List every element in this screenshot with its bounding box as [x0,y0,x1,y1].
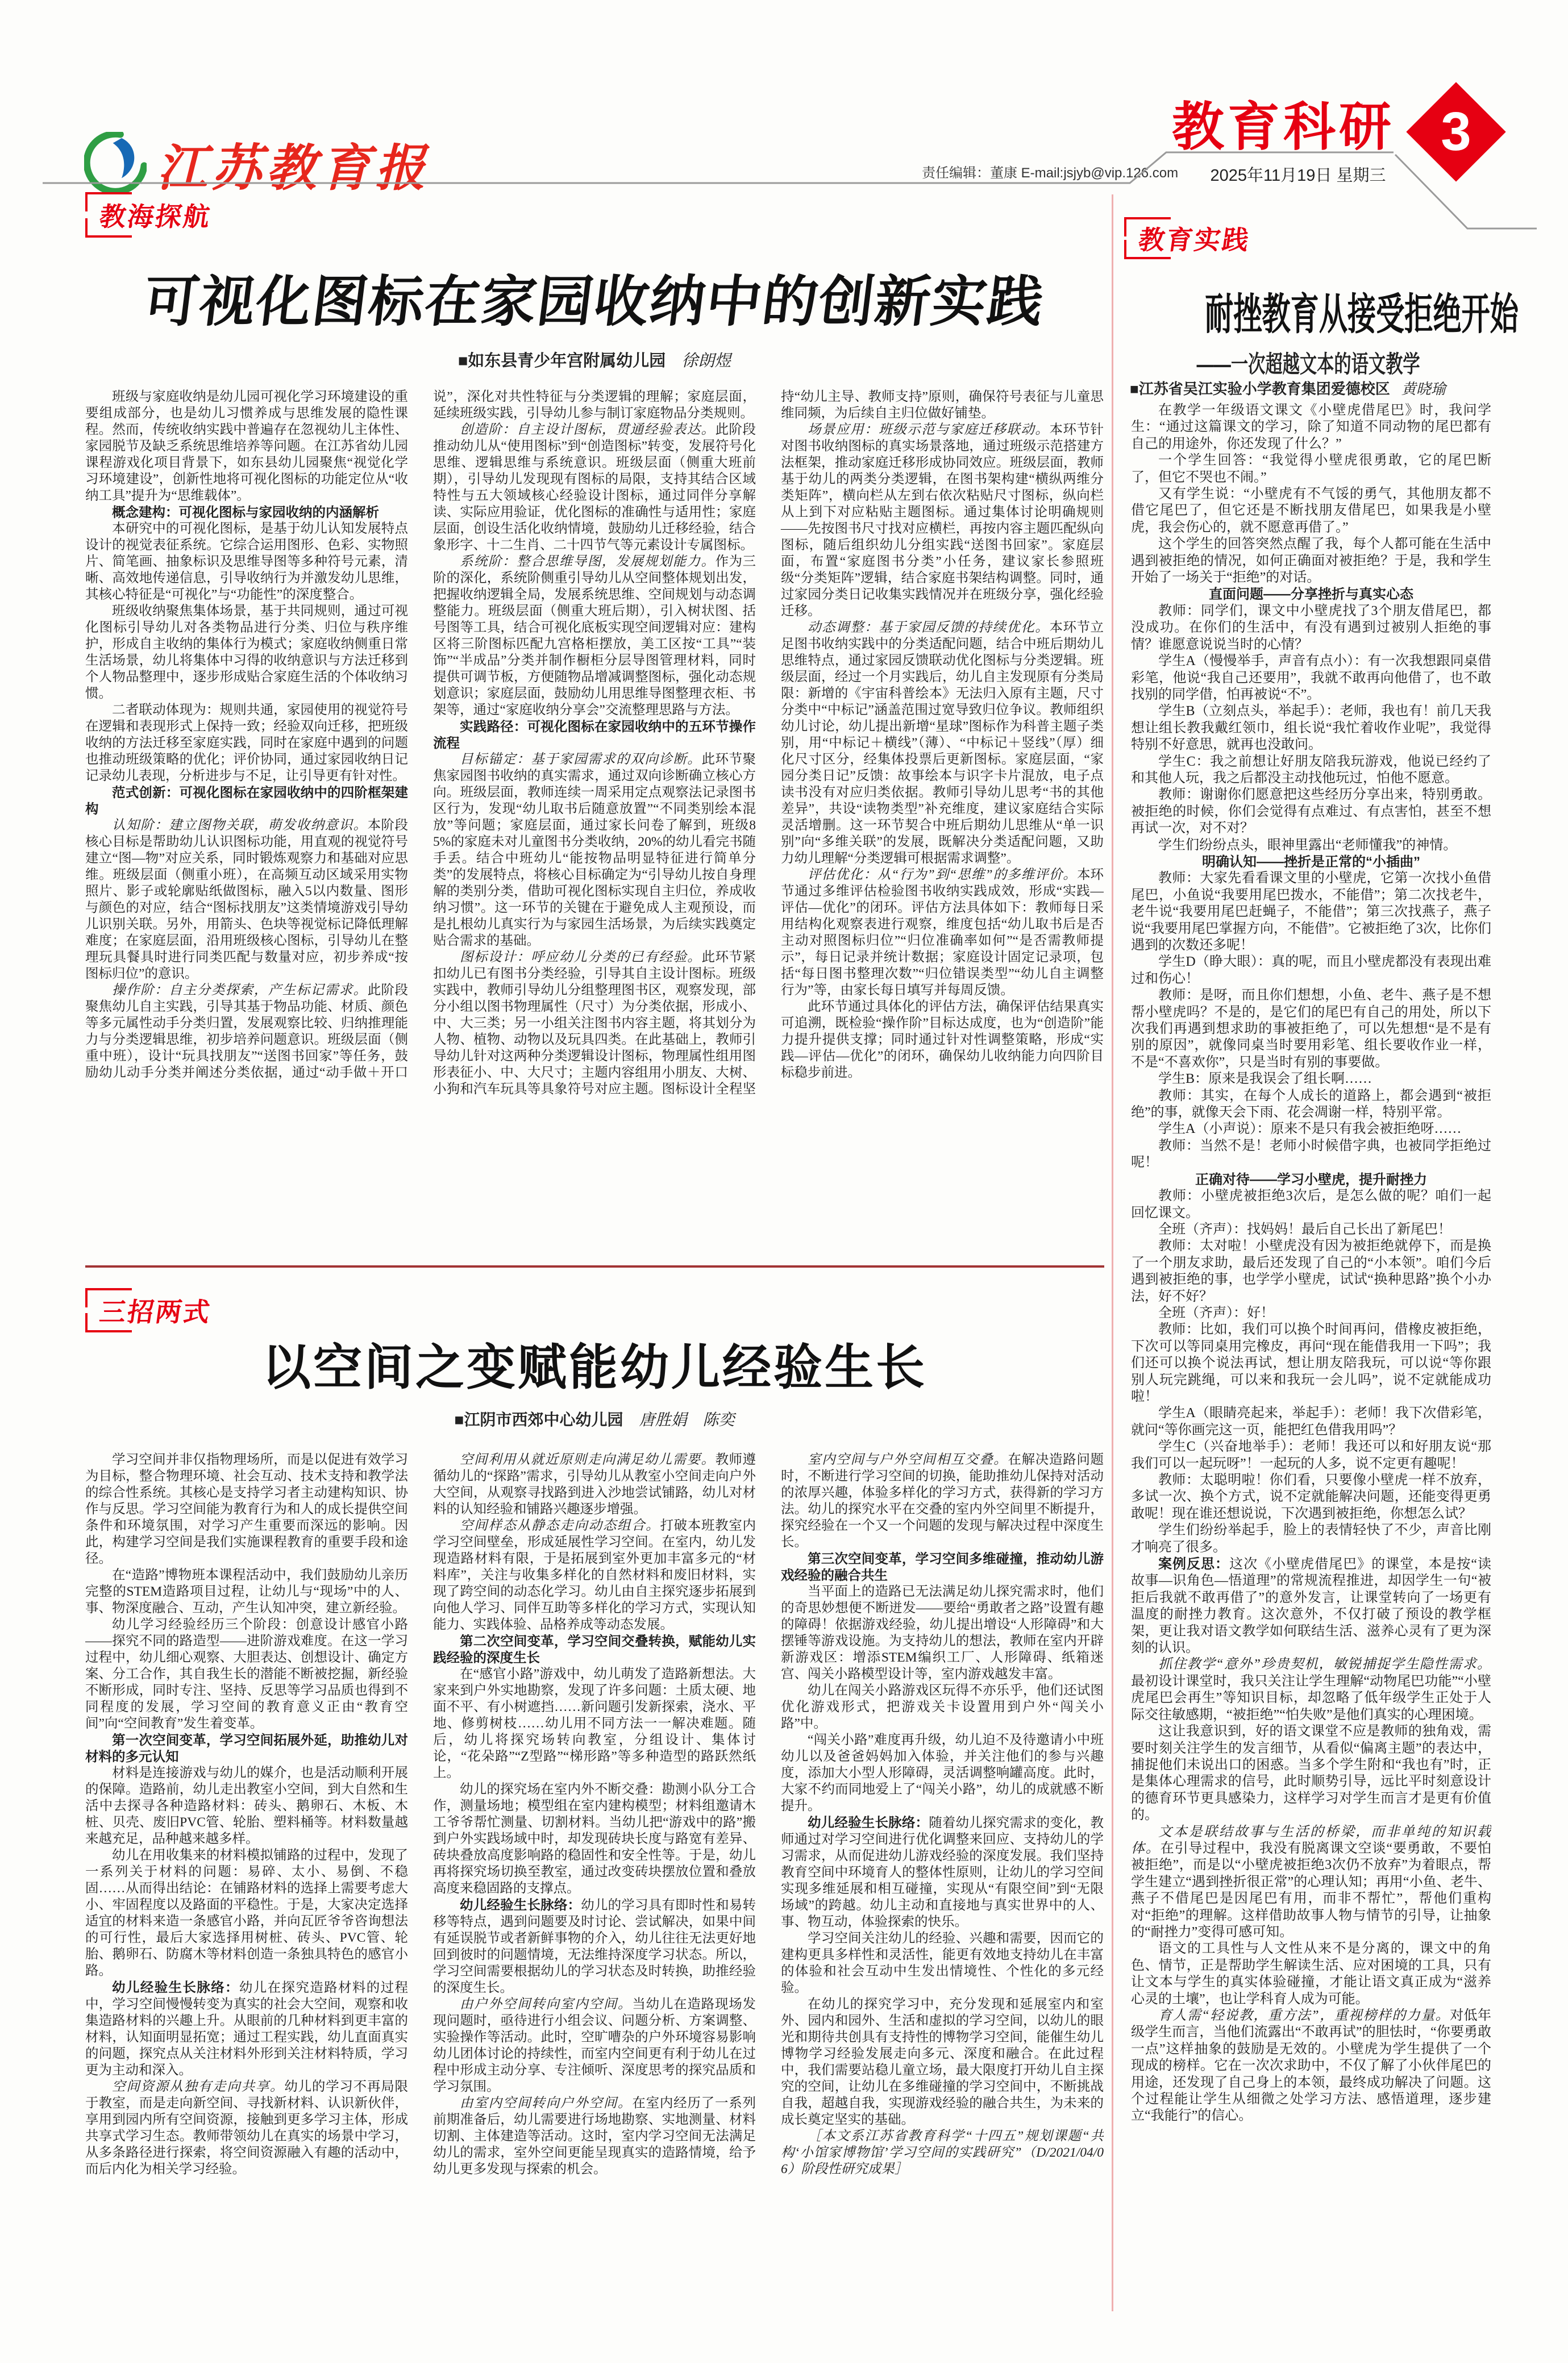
paragraph: 幼儿经验生长脉络：幼儿在探究造路材料的过程中，学习空间慢慢转变为真实的社会大空间，观察和收集造路材料的兴趣上升。从眼前的几种材料到更丰富的材料，认知面明显拓宽；通过工程实践，幼儿直面真实的问题，探究点从关注材料外形到关注材料特质，学习更为主动和深入。 [85,1980,408,2078]
paragraph: 空间资源从独有走向共享。幼儿的学习不再局限于教室，而是走向新空间、寻找新材料、认识新伙伴，享用到园内所有空间资源，接触到更多学习主体，形成共享式学习生态。教师带领幼儿在真实的场景中学习，从多条路径进行探索，将空间资源融入有趣的活动中，而后内化为相关学习经验。 [85,2079,409,2177]
paragraph: 实践路径：可视化图标在家园收纳中的五环节操作流程 [433,719,756,750]
paragraph-lead: 室内空间与户外空间相互交叠。 [808,1452,1008,1467]
paragraph: 场景应用：班级示范与家庭迁移联动。本环节针对图书收纳图标的真实场景落地，通过班级示范搭建方法框架，推动家庭迁移形成协同效应。班级层面，教师基于幼儿的两类分类逻辑，在图书架构建“横纵两维分类矩阵”，横向栏从左到右依次粘贴尺寸图标，纵向栏从上到下对应粘贴主题图标。通过集体讨论明确规则——先按图书尺寸找对应横栏，再按内容主题匹配纵向图标，随后组织幼儿分组实践“送图书回家”。家庭层面，布置“家庭图书分类”小任务，建议家长参照班级“分类矩阵”逻辑，结合家庭书架结构调整。同时，通过家园分类日记收集实践情况并在班级分享，强化经验迁移。 [781,422,1104,618]
paragraph: 又有学生说：“小壁虎有不气馁的勇气，其他朋友都不借它尾巴了，但它还是不断找朋友借尾巴，如果我是小壁虎，我会伤心的，就不愿意再借了。” [1131,487,1491,535]
paragraph: 教师：大家先看看课文里的小壁虎，它第一次找小鱼借尾巴，小鱼说“我要用尾巴拨水，不能借”；第二次找老牛，老牛说“我要用尾巴赶蝇子，不能借”；第三次找燕子，燕子说“我要用尾巴掌握方向，不能借”。它被拒绝了3次，比你们遇到的次数还多呢！ [1131,871,1491,953]
paragraph-lead: 由室内空间转向户外空间。 [460,2096,633,2111]
paragraph: 抓住教学“意外”珍贵契机，敏锐捕捉学生隐性需求。最初设计课堂时，我只关注让学生理解“动物尾巴功能”“小壁虎尾巴会再生”等知识目标，却忽略了低年级学生正处于人际交往敏感期，“被拒绝”“怕失败”是他们真实的心理困境。 [1131,1657,1491,1722]
paragraph-lead: 幼儿经验生长脉络： [808,1815,929,1830]
tag-text: 三招两式 [97,1298,214,1327]
paragraph-lead: 系统阶：整合思维导图，发展规划能力。 [460,554,716,569]
paragraph-lead: 文本是联结故事与生活的桥梁，而非单纯的知识载体。 [1131,1824,1491,1856]
byline-org: ■如东县青少年宫附属幼儿园 [457,352,666,370]
byline-author: 唐胜娟 陈奕 [639,1411,735,1429]
paragraph-lead: 场景应用：班级示范与家庭迁移联动。 [808,422,1050,437]
paragraph: 在教学一年级语文课文《小壁虎借尾巴》时，我问学生：“通过这篇课文的学习，除了知道不同动物的尾巴都有自己的用途外，你还发现了什么？” [1131,403,1491,451]
paragraph-lead: 图标设计：呼应幼儿分类的已有经验。 [460,950,702,965]
paragraph: 范式创新：可视化图标在家园收纳中的四阶框架建构 [85,785,408,816]
page-number: 3 [1441,101,1471,162]
paragraph: 学习空间关注幼儿的经验、兴趣和需要，因而它的建构更具多样性和灵活性，能更有效地支持幼儿在丰富的体验和社会互动中生发出情境性、个性化的多元经验。 [781,1931,1104,1995]
paragraph-lead: 幼儿经验生长脉络： [112,1980,239,1995]
paragraph: 一个学生回答：“我觉得小壁虎很勇敢，它的尾巴断了，但它不哭也不闹。” [1131,453,1491,485]
paragraph: 学生们纷纷点头，眼神里露出“老师懂我”的神情。 [1158,837,1457,853]
tag-text: 教海探航 [97,202,214,231]
paragraph: 由室内空间转向户外空间。在室内经历了一系列前期准备后，幼儿需要进行场地勘察、实地测量、材料切割、主体建造等活动。这时，室内学习空间无法满足幼儿的需求，室外空间更能呈现真实的造路情境，给予幼儿更多发现与探索的机会。 [433,2096,756,2177]
paragraph: 教师：是呀，而且你们想想，小鱼、老牛、燕子是不想帮小壁虎吗？不是的，是它们的尾巴有自己的用处，所以下次我们再遇到想求助的事被拒绝了，可以先想想“是不是有别的原因”，就像同桌当时要用彩笔、组长要收作业一样，不是“不喜欢你”，只是当时有别的事要做。 [1131,988,1491,1070]
paragraph: 在“造路”博物班本课程活动中，我们鼓励幼儿亲历完整的STEM造路项目过程，让幼儿与“现场”中的人、事、物深度融合、互动，产生认知冲突，建立新经验。 [85,1568,408,1616]
paragraph: 动态调整：基于家园反馈的持续优化。本环节立足图书收纳实践中的分类适配问题，结合中班后期幼儿思维特点，通过家园反馈联动优化图标与分类逻辑。班级层面，经过一个月实践后，幼儿自主发现原有分类局限：新增的《宇宙科普绘本》无法归入原有主题，尺寸分类中“中标记”涵盖范围过宽导致归位争议。教师组织幼儿讨论，幼儿提出新增“星球”图标作为科普主题子类别，用“中标记＋横线”（薄）、“中标记＋竖线”（厚）细化尺寸区分，经集体投票后更新图标。家庭层面，“家园分类日记”反馈：故事绘本与识字卡片混放，电子点读书没有对应归类依据。教师引导幼儿思考“书的其他差异”，共设“读物类型”补充维度，建议家庭结合实际灵活增删。这一环节契合中班后期幼儿思维从“单一识别”向“多维关联”的发展，既解决分类适配问题，又助力幼儿理解“分类逻辑可根据需求调整”。 [781,620,1104,866]
paragraph: 学生C：我之前想让好朋友陪我玩游戏，他说已经约了和其他人玩，我之后都没主动找他玩过，怕他不愿意。 [1131,754,1491,786]
paragraph: 语文的工具性与人文性从来不是分离的，课文中的角色、情节，正是帮助学生解读生活、应对困境的工具，只有让文本与学生的真实体验碰撞，才能让语文真正成为“滋养心灵的土壤”，也让学科育人成为可能。 [1131,1941,1491,2007]
paragraph-lead: 抓住教学“意外”珍贵契机，敏锐捕捉学生隐性需求。 [1158,1657,1491,1672]
byline-org: ■江苏省吴江实验小学教育集团爱德校区 [1130,380,1390,397]
paragraph: 教师：比如，我们可以换个时间再问，借橡皮被拒绝，下次可以等同桌用完橡皮，再问“现在能借我用一下吗”；我们还可以换个说法再试，想让朋友陪我玩，可以说“等你跟别人玩完跳绳，可以来和我玩一会儿吗”，说不定就能成功啦！ [1131,1322,1491,1404]
tag-jiaoyu-shijian [1124,217,1266,259]
paragraph: 在幼儿的探究学习中，充分发现和延展室内和室外、园内和园外、生活和虚拟的学习空间，以幼儿的眼光和期待共创具有支持性的博物学习空间，能催生幼儿博物学习经验发展走向多元、深度和融合。在此过程中，我们需要站稳儿童立场，最大限度打开幼儿自主探究的空间，让幼儿在多维碰撞的学习空间中，不断挑战自我，超越自我，实现游戏经验的融合共生，为未来的成长奠定坚实的基础。 [781,1997,1104,2127]
paragraph-lead: 空间样态从静态走向动态组合。 [460,1518,660,1533]
paragraph: 系统阶：整合思维导图，发展规划能力。作为三阶的深化，系统阶侧重引导幼儿从空间整体规划出发，把握收纳逻辑全局，发展系统思维、空间规划与动态调整能力。班级层面（侧重大班后期），引入树状图、括号图等工具，结合可视化底板实现空间逻辑对应：建构区将三阶图标匹配九宫格柜摆放，美工区按“工具”“装饰”“半成品”分类并制作橱柜分层导图管理材料，同时提供可调节板，方便随物品增减调整图标，强化动态规划意识；家庭层面，鼓励幼儿用思维导图整理衣柜、书架等，通过“家庭收纳分享会”交流整理思路与方法。 [433,554,756,717]
tag-text: 教育实践 [1136,226,1253,255]
paragraph: “闯关小路”难度再升级，幼儿迫不及待邀请小中班幼儿以及爸爸妈妈加入体验，并关注他们的参与兴趣度，添加大小型人形障碍，灵活调整响罐高度。此时，大家不约而同地爱上了“闯关小路”，幼儿的成就感不断提升。 [781,1733,1104,1813]
date-line: 2025年11月19日 星期三 [1210,167,1386,185]
paragraph: 学生A（眼睛亮起来，举起手）：老师！我下次借彩笔，就问“等你画完这一页，能把红色借我用吗”？ [1131,1406,1491,1438]
editor-line: 责任编辑：董康 E-mail:jsjyb@vip.126.com [922,165,1179,181]
paragraph: 本研究中的可视化图标，是基于幼儿认知发展特点设计的视觉表征系统。它综合运用图形、色彩、实物照片、简笔画、抽象标识及思维导图等多种符号元素，清晰、高效地传递信息，引导收纳行为并激发幼儿思维，其核心特征是“可视化”与“功能性”的深度整合。 [85,521,408,602]
paragraph: 正确对待——学习小壁虎，提升耐挫力 [1195,1172,1427,1187]
paragraph: 空间利用从就近原则走向满足幼儿需要。教师遵循幼儿的“探路”需求，引导幼儿从教室小空间走向户外大空间，从观察寻找路到进入沙地尝试铺路，幼儿对材料的认知经验和铺路兴趣逐步增强。 [433,1452,756,1517]
paragraph: 学生D（睁大眼）：真的呢，而且小壁虎都没有表现出难过和伤心！ [1131,954,1491,986]
paragraph-lead: 由户外空间转向室内空间。 [460,1997,633,2012]
bottom-body [85,1452,1104,2310]
paragraph-lead: 育人需“轻说教，重方法”，重视榜样的力量。 [1158,2008,1450,2023]
paragraph: 学习空间并非仅指物理场所，而是以促进有效学习为目标，整合物理环境、社会互动、技术支持和教学法的综合性系统。其核心是支持学习者主动建构知识、协作与反思。学习空间能为教育行为和人的成长提供空间条件和环境氛围，对学习产生重要而深远的影响。因此，构建学习空间是我们实施课程教育的重要手段和途径。 [85,1452,408,1566]
main-body [85,389,1104,1260]
paragraph-lead: 操作阶：自主分类探索，产生标记需求。 [112,983,368,998]
tag-sanzhao-liangshi [85,1288,234,1332]
paragraph: 班级与家庭收纳是幼儿园可视化学习环境建设的重要组成部分，也是幼儿习惯养成与思维发展的隐性课程。然而，传统收纳实践中普遍存在忽视幼儿主体性、家园脱节及缺乏系统思维培养等问题。在江苏省幼儿园课程游戏化项目背景下，如东县幼儿园聚焦“视觉化学习环境建设”，创新性地将可视化图标的功能定位从“收纳工具”提升为“思维载体”。 [85,389,408,503]
paragraph: 学生C（兴奋地举手）：老师！我还可以和好朋友说“那我们可以一起玩呀”！一起玩的人多，说不定更有趣呢！ [1131,1439,1491,1471]
section-divider [85,1265,1104,1268]
vertical-column-divider [1112,194,1113,2311]
paragraph: 图标设计：呼应幼儿分类的已有经验。此环节紧扣幼儿已有图书分类经验，引导其自主设计图标。班级实践中，教师引导幼儿分组整理图书区，观察发现，部分小组以图书物理属性（尺寸）为分类依据，形成小、中、大三类；另一小组关注图书内容主题，将其划分为人物、植物、动物以及玩具四类。在此基础上，教师引导幼儿针对这两种分类逻辑设计图标，物理属性组用图形表征小、中、大尺寸；主题内容组用小朋友、大树、小狗和汽车玩具等具象符号对应主题。图标设计全程坚持“幼儿主导、教师支持”原则，确保符号表征与儿童思维同频，为后续自主归位做好铺垫。 [433,389,1104,1097]
paragraph-lead: 目标锚定：基于家园需求的双向诊断。 [460,752,702,767]
paragraph: 幼儿经验生长脉络：幼儿的学习具有即时性和易转移等特点，遇到问题要及时讨论、尝试解决，如果中间有延误脱节或者新鲜事物的介入，幼儿往往无法更好地回到彼时的问题情境，无法维持深度学习状态。所以，学习空间需要根据幼儿的学习状态及时转换，助推经验的深度生长。 [433,1897,756,1995]
paragraph: 目标锚定：基于家园需求的双向诊断。此环节聚焦家园图书收纳的真实需求，通过双向诊断确立核心方向。班级层面，教师连续一周采用定点观察法记录图书区行为，发现“幼儿取书后随意放置”“不同类别绘本混放”等问题；家庭层面，通过家长问卷了解到，班级85%的家庭未对儿童图书分类收纳，20%的幼儿看完书随手丢。结合中班幼儿“能按物品明显特征进行简单分类”的发展特点，将核心目标确定为“引导幼儿按自身理解的类别分类，借助可视化图标实现自主归位，养成收纳习惯”。这一环节的关键在于避免成人主观预设，而是扎根幼儿真实行为与家园生活场景，为后续实践奠定贴合需求的基础。 [433,752,756,948]
paragraph: 幼儿在闯关小路游戏区玩得不亦乐乎，他们还试图优化游戏形式，把游戏关卡设置用到户外“闯关小路”中。 [781,1683,1104,1731]
paragraph: 空间样态从静态走向动态组合。打破本班教室内学习空间壁垒，形成延展性学习空间。在室内，幼儿发现造路材料有限，于是拓展到室外更加丰富多元的“材料库”，关注与收集多样化的自然材料和废旧材料，实现了跨空间的动态化学习。幼儿由自主探究逐步拓展到向他人学习、同伴互助等多样化的学习方式，实现认知能力、实践体验、品格养成等动态发展。 [433,1518,756,1632]
paragraph: 创造阶：自主设计图标，贯通经验表达。此阶段推动幼儿从“使用图标”到“创造图标”转变，发展符号化思维、逻辑思维与系统意识。班级层面（侧重大班前期），引导幼儿发现现有图标的局限，支持其结合区域特性与五大领域核心经验设计图标，通过同伴分享解读、实际应用验证，优化图标的准确性与适用性；家庭层面，创设生活化收纳情境，鼓励幼儿迁移经验，结合象形字、十二生肖、二十四节气等元素设计专属图标。 [433,422,756,553]
paragraph-lead: 动态调整：基于家园反馈的持续优化。 [808,620,1050,635]
byline-author: 徐朗煜 [681,352,731,370]
paragraph: 全班（齐声）：好！ [1158,1305,1274,1320]
paragraph: 材料是连接游戏与幼儿的媒介，也是活动顺利开展的保障。造路前，幼儿走出教室小空间，到大自然和生活中去探寻各种造路材料：砖头、鹅卵石、木板、木桩、贝壳、废旧PVC管、轮胎、塑料桶等。材料数量越来越充足，品种越来越多样。 [85,1766,408,1846]
main-headline: 可视化图标在家园收纳中的创新实践 [140,271,1048,333]
paragraph: 班级收纳聚焦集体场景，基于共同规则，通过可视化图标引导幼儿对各类物品进行分类、归位与秩序维护，形成自主收纳的集体行为模式；家庭收纳侧重日常生活场景，幼儿将集体中习得的收纳意识与方法迁移到个人物品整理中，逐步形成贴合家庭生活的个体收纳习惯。 [85,604,408,701]
paragraph: 第二次空间变革，学习空间交叠转换，赋能幼儿实践经验的深度生长 [433,1634,756,1665]
paragraph: 明确认知——挫折是正常的“小插曲” [1202,854,1420,870]
paragraph: 学生B：原来是我误会了组长啊…… [1158,1072,1372,1087]
paragraph-lead: 幼儿经验生长脉络： [460,1897,581,1912]
bottom-headline: 以空间之变赋能幼儿经验生长 [262,1340,927,1395]
paragraph: 概念建构：可视化图标与家园收纳的内涵解析 [112,505,379,520]
paragraph-lead: 案例反思： [1158,1556,1230,1572]
paragraph: 文本是联结故事与生活的桥梁，而非单纯的知识载体。在引导过程中，我没有脱离课文空谈“要勇敢，不要怕被拒绝”，而是以“小壁虎被拒绝3次仍不放弃”为着眼点，帮学生建立“遇到挫折很正常”的心理认知；再用“小鱼、老牛、燕子不借尾巴是因尾巴有用，而非不帮忙”，帮他们重构对“拒绝”的理解。这样借助故事人物与情节的引导，让抽象的“耐挫力”变得可感可知。 [1131,1824,1491,1940]
paragraph: 教师：当然不是！老师小时候借字典，也被同学拒绝过呢！ [1131,1138,1491,1170]
paragraph: 幼儿经验生长脉络：随着幼儿探究需求的变化，教师通过对学习空间进行优化调整来回应、支持幼儿的学习需求，从而促进幼儿游戏经验的深度发展。我们坚持教育空间中环境育人的整体性原则，让幼儿的学习空间实现多维延展和相互碰撞，实现从“有限空间”到“无限场域”的跨越。幼儿主动和直接地与真实世界中的人、事、物互动，体验探索的快乐。 [781,1815,1104,1929]
paragraph: 直面问题——分享挫折与真实心态 [1209,587,1413,603]
tag-jiaohai-tanhang [85,192,234,238]
paragraph: 第一次空间变革，学习空间拓展外延，助推幼儿对材料的多元认知 [85,1733,408,1764]
paragraph: ［本文系江苏省教育科学“十四五”规划课题“共构‘小馆家博物馆’学习空间的实践研究”（D/2021/04/06）阶段性研究成果］ [781,2129,1104,2177]
paragraph: 这个学生的回答突然点醒了我，每个人都可能在生活中遇到被拒绝的情况，如何正确面对被拒绝？于是，我和学生开始了一场关于“拒绝”的对话。 [1131,537,1491,585]
main-byline [85,348,1104,371]
right-subtitle: ——一次超越文本的语文教学 [1196,351,1420,377]
paragraph: 教师：太聪明啦！你们看，只要像小壁虎一样不放弃，多试一次、换个方式，说不定就能解决问题，还能变得更勇敢呢！现在谁还想说说，下次遇到被拒绝，你想怎么试？ [1131,1473,1491,1521]
paragraph: 全班（齐声）：找妈妈！最后自己长出了新尾巴！ [1158,1222,1451,1237]
paragraph: 学生B（立刻点头，举起手）：老师，我也有！前几天我想让组长教我戴红领巾，组长说“我忙着收作业呢”，我觉得特别不好意思，就再也没敢问。 [1131,704,1491,753]
byline-org: ■江阴市西郊中心幼儿园 [454,1411,623,1428]
paragraph-lead: 创造阶：自主设计图标，贯通经验表达。 [460,422,716,437]
right-headline: 耐挫教育从接受拒绝开始 [1205,290,1519,339]
paragraph: 学生A（小声说）：原来不是只有我会被拒绝呀…… [1158,1122,1462,1137]
right-byline [1130,377,1494,398]
bottom-byline [85,1407,1104,1430]
section-name: 教育科研 [1172,98,1395,156]
paragraph: 这让我意识到，好的语文课堂不应是教师的独角戏，需要时刻关注学生的发言细节，从看似“偏离主题”的表达中，捕捉他们未说出口的困惑。当多个学生附和“我也有”时，正是集体心理需求的信号，此时顺势引导，远比平时刻意设计的德育环节更具感染力，这样学习对学生而言才是更有价值的。 [1131,1724,1491,1823]
paragraph: 室内空间与户外空间相互交叠。在解决造路问题时，不断进行学习空间的切换，能助推幼儿保持对活动的浓厚兴趣，体验多样化的学习方式，获得新的学习方法。幼儿的探究水平在交叠的室内外空间里不断提升，探究经验在一个又一个问题的发现与解决过程中深度生长。 [781,1452,1104,1550]
paragraph: 案例反思：这次《小壁虎借尾巴》的课堂，本是按“读故事—识角色—悟道理”的常规流程推进，却因学生一句“被拒后我就不敢再借了”的意外发言，让课堂转向了一场更有温度的耐挫力教育。这次意外，不仅打破了预设的教学框架，更让我对语文教学如何联结生活、滋养心灵有了更为深刻的认识。 [1131,1556,1491,1656]
paragraph: 认知阶：建立图物关联，萌发收纳意识。本阶段核心目标是帮助幼儿认识图标功能，用直观的视觉符号建立“图—物”对应关系，同时锻炼观察力和基础对应思维。班级层面（侧重小班），在高频互动区域采用实物照片、影子或轮廓贴纸做图标，融入5以内数量、图形与颜色的对应，结合“图标找朋友”这类情境游戏引导幼儿识别关联。另外，用箭头、色块等视觉标记降低理解难度；在家庭层面，沿用班级核心图标，引导幼儿在整理玩具餐具时进行同类匹配与数量对应，初步养成“按图标归位”的意识。 [85,818,409,981]
paragraph-lead: 认知阶：建立图物关联，萌发收纳意识。 [112,818,368,833]
paragraph-lead: 评估优化：从“行为”到“思维”的多维评价。 [808,867,1077,882]
paragraph: 幼儿学习经验经历三个阶段：创意设计感官小路——探究不同的路造型——进阶游戏难度。在这一学习过程中，幼儿细心观察、大胆表达、创想设计、确定方案、分工合作，其自我生长的潜能不断被挖掘，新经验不断形成，同时专注、坚持、反思等学习品质也得到不同程度的发展，学习空间的教育意义正由“教育空间”向“空间教育”发生着变革。 [85,1617,408,1731]
paragraph: 教师：小壁虎被拒绝3次后，是怎么做的呢？咱们一起回忆课文。 [1131,1189,1491,1220]
paragraph: 幼儿在用收集来的材料模拟铺路的过程中，发现了一系列关于材料的问题：易碎、太小、易倒、不稳固……从而得出结论：在铺路材料的选择上需要考虑大小、牢固程度以及路面的平稳性。于是，大家决定选择适宜的材料来造一条感官小路，并向瓦匠爷爷咨询想法的可行性，最后大家选择用树桩、砖头、PVC管、轮胎、鹅卵石、防腐木等材料创造一条独具特色的感官小路。 [85,1848,408,1978]
byline-author: 黄晓瑜 [1401,381,1446,397]
paragraph: 育人需“轻说教，重方法”，重视榜样的力量。对低年级学生而言，当他们流露出“不敢再试”的胆怯时，“你要勇敢一点”这样抽象的鼓励是无效的。小壁虎为学生提供了一个现成的榜样。它在一次次求助中，不仅了解了小伙伴尾巴的用途，还发现了自己身上的本领，最终成功解决了问题。这个过程能让学生从细微之处学习方法、感悟道理，逐步建立“我能行”的信心。 [1131,2008,1491,2124]
paragraph: 幼儿的探究场在室内外不断交叠：勘测小队分工合作，测量场地；模型组在室内建构模型；材料组邀请木工爷爷帮忙测量、切割材料。当幼儿把“游戏中的路”搬到户外实践场域中时，却发现砖块长度与路宽有差异、砖块叠放高度影响路的稳固性和安全性等。于是，幼儿再将探究场切换至教室，通过改变砖块摆放位置和叠放高度来稳固路的支撑点。 [433,1782,756,1896]
paragraph: 学生A（慢慢举手，声音有点小）：有一次我想跟同桌借彩笔，他说“我自己还要用”，我就不敢再向他借了，也不敢找别的同学借，怕再被说“不”。 [1131,654,1491,702]
paragraph: 教师：太对啦！小壁虎没有因为被拒绝就停下，而是换了一个朋友求助，最后还发现了自己的“小本领”。咱们今后遇到被拒绝的事，也学学小壁虎，试试“换种思路”换个小办法，好不好？ [1131,1239,1491,1304]
paragraph: 教师：其实，在每个人成长的道路上，都会遇到“被拒绝”的事，就像天会下雨、花会凋谢一样，特别平常。 [1131,1088,1491,1120]
paragraph: 第三次空间变革，学习空间多维碰撞，推动幼儿游戏经验的融合共生 [781,1551,1104,1583]
right-body [1131,402,1491,2312]
paragraph: 当平面上的造路已无法满足幼儿探究需求时，他们的奇思妙想便不断迸发——要给“勇敢者之路”设置有趣的障碍！依据游戏经验，幼儿提出增设“人形障碍”和大摆锤等游戏设施。为支持幼儿的想法，教师在室内开辟新游戏区：增添STEM编织工厂、人形障碍、纸箱迷宫、闯关小路模型设计等，室内游戏越发丰富。 [781,1584,1104,1681]
paragraph: 此环节通过具体化的评估方法，确保评估结果真实可追溯，既检验“操作阶”目标达成度，也为“创造阶”能力提升提供支撑；同时通过针对性调整策略，形成“实践—评估—优化”的闭环，确保幼儿收纳能力向四阶目标稳步前进。 [781,999,1104,1080]
paragraph-lead: 空间资源从独有走向共享。 [112,2079,285,2094]
paragraph: 学生们纷纷举起手，脸上的表情轻快了不少，声音比刚才响亮了很多。 [1131,1523,1491,1555]
paragraph: 评估优化：从“行为”到“思维”的多维评价。本环节通过多维评估检验图书收纳实践成效，形成“实践—评估—优化”的闭环。评估方法具体如下：教师每日采用结构化观察表进行观察，维度包括“幼儿取书后是否主动对照图标归位”“归位准确率如何”“是否需教师提示”，每日记录并统计数据；家庭设计固定记录项，包括“每日图书整理次数”“归位错误类型”“幼儿自主调整行为”等，由家长每日填写并每周反馈。 [781,867,1104,998]
paragraph: 教师：谢谢你们愿意把这些经历分享出来，特别勇敢。被拒绝的时候，你们会觉得有点难过、有点害怕，甚至不想再试一次，对不对？ [1131,787,1491,836]
paragraph: 由户外空间转向室内空间。当幼儿在造路现场发现问题时，亟待进行小组会议、问题分析、方案调整、实验操作等活动。此时，空旷嘈杂的户外环境容易影响幼儿团体讨论的持续性，而室内空间更有利于幼儿在过程中形成主动分享、专注倾听、深度思考的探究品质和学习氛围。 [433,1997,756,2094]
logo-text: 江苏教育报 [157,142,430,197]
paragraph-lead: 空间利用从就近原则走向满足幼儿需要。 [460,1452,716,1467]
paragraph: 操作阶：自主分类探索，产生标记需求。此阶段聚焦幼儿自主实践，引导其基于物品功能、材质、颜色等多元属性动手分类归置，发展观察比较、归纳推理能力与分类逻辑思维，初步培养问题意识。班级层面（侧重中班），设计“玩具找朋友”“送图书回家”等任务，鼓励幼儿动手分类并阐述分类依据，通过“动手做＋开口说”，深化对共性特征与分类逻辑的理解；家庭层面，延续班级实践，引导幼儿参与制订家庭物品分类规则。 [85,389,756,1080]
masthead-divider-line [0,0,1568,250]
paragraph: 在“感官小路”游戏中，幼儿萌发了造路新想法。大家来到户外实地勘察，发现了许多问题：土质太硬、地面不平、有小树遮挡……新问题引发新探索，浇水、平地、修剪树枝……幼儿用不同方法一一解决难题。随后，幼儿将探究场转向教室，分组设计、集体讨论，“花朵路”“Z型路”“梯形路”等多种造型的路跃然纸上。 [433,1667,756,1780]
paragraph: 教师：同学们，课文中小壁虎找了3个朋友借尾巴，都没成功。在你们的生活中，有没有遇到过被别人拒绝的事情？谁愿意说说当时的心情？ [1131,603,1491,652]
paragraph: 二者联动体现为：规则共通，家园使用的视觉符号在逻辑和表现形式上保持一致；经验双向迁移，把班级收纳的方法迁移至家庭实践，同时在家庭中遇到的问题也推动班级策略的优化；评价协同，通过家园收纳日记记录幼儿表现，分析进步与不足，让引导更有针对性。 [85,703,408,783]
